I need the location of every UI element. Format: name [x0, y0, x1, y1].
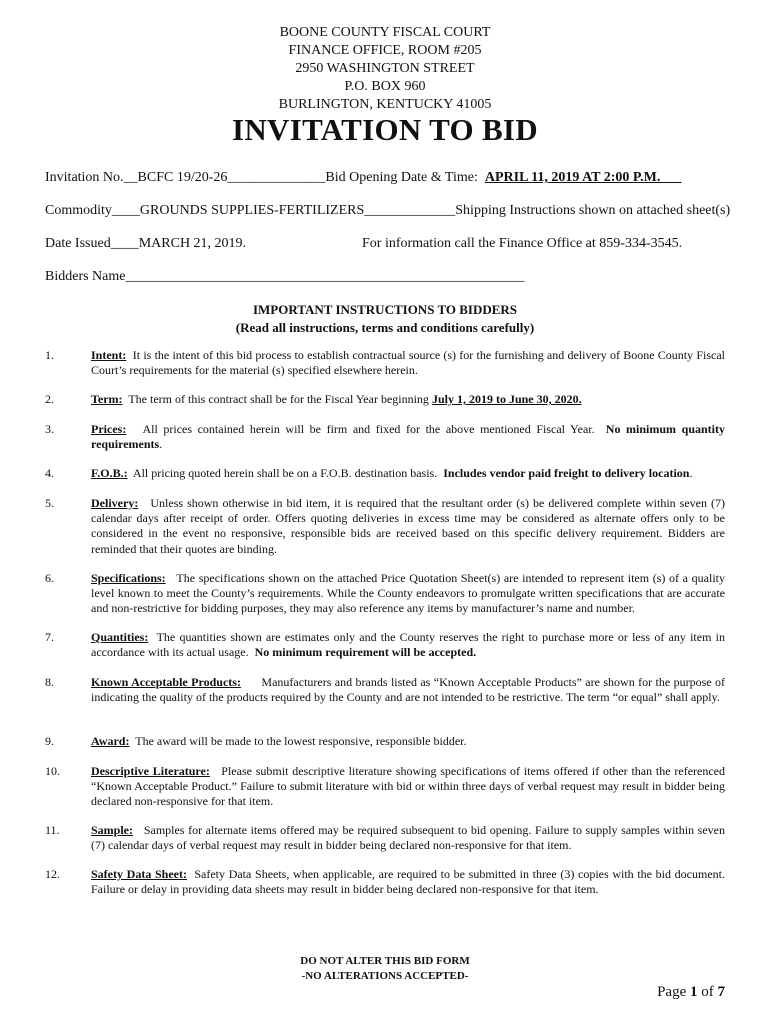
item-text: The quantities shown are estimates only and the County reserves the right to purchase more or less of any item in accordance with its actual usage.	[91, 630, 725, 660]
item-text: The specifications shown on the attached Price Quotation Sheet(s) are intended to represent item (s) of a quality level known to meet the County’s requirements. While the County endeavors to promulgate written specifications that are accurate and non-restrictive for bidding purposes, they may also reference any items by manufacturer’s name and number.	[91, 571, 725, 616]
date-issued-label: Date Issued	[45, 236, 111, 251]
item-heading: Sample:	[91, 823, 133, 837]
bidders-name-field[interactable]: _________________________________________________________	[125, 269, 525, 284]
page-of: of	[701, 984, 714, 1000]
item-text: Manufacturers and brands listed as “Known Acceptable Products” are shown for the purpose of indicating the quality of the products required by the County and are not intended to be restrictive. The term “or equal” shall apply.	[91, 675, 725, 705]
item-emphasis: July 1, 2019 to June 30, 2020.	[431, 392, 582, 406]
item-body	[91, 392, 725, 407]
item-text: All prices contained herein will be firm and fixed for the above mentioned Fiscal Year.	[142, 422, 595, 436]
item-number: 4.	[45, 466, 54, 480]
item-body	[91, 466, 725, 481]
item-heading: Specifications:	[91, 571, 166, 585]
date-issued-row	[45, 236, 246, 252]
item-text: The term of this contract shall be for the Fiscal Year beginning	[128, 392, 429, 406]
item-heading: Intent:	[91, 348, 127, 362]
instructions-subheading: (Read all instructions, terms and conditions carefully)	[235, 320, 535, 335]
info-text: For information call the Finance Office at 859-334-3545.	[362, 236, 683, 251]
item-number: 6.	[45, 571, 54, 585]
item-body	[91, 734, 725, 749]
page-title: INVITATION TO BID	[231, 112, 538, 147]
item-text: Samples for alternate items offered may be required subsequent to bid opening. Failure to supply samples within seven (7) calendar days of verbal request may result in bidder being declared non-responsive for that item.	[91, 823, 726, 853]
header-line-3: 2950 WASHINGTON STREET	[295, 61, 475, 76]
item-heading: Delivery:	[91, 496, 139, 510]
invitation-label: Invitation No.	[45, 170, 124, 185]
item-number: 9.	[45, 734, 54, 748]
item-body	[91, 867, 725, 897]
item-number: 7.	[45, 630, 54, 644]
bidders-name-row	[45, 269, 524, 285]
item-text: All pricing quoted herein shall be on a F.O.B. destination basis.	[132, 466, 438, 480]
date-issued-value: ____MARCH 21, 2019.	[110, 236, 247, 251]
item-heading: Descriptive Literature:	[91, 764, 210, 778]
item-emphasis: No minimum requirement will be accepted.	[254, 645, 477, 660]
bid-opening-label: Bid Opening Date & Time:	[325, 170, 478, 185]
item-number: 11.	[45, 823, 60, 837]
invitation-value: __BCFC 19/20-26______________	[123, 170, 326, 185]
footer-line-1: DO NOT ALTER THIS BID FORM	[300, 955, 470, 967]
item-heading: Known Acceptable Products:	[91, 675, 241, 689]
item-text: Safety Data Sheets, when applicable, are required to be submitted in three (3) copies with the bid document. Failure or delay in providing data sheets may result in bidder being declared non-responsive for that item.	[91, 867, 726, 897]
item-text: It is the intent of this bid process to establish contractual source (s) for the furnishing and delivery of Boone County Fiscal Court’s requirements for the material (s) specified elsewhere herein.	[91, 348, 726, 378]
header-line-4: P.O. BOX 960	[344, 79, 426, 94]
item-emphasis: No minimum quantity requirements	[91, 422, 725, 452]
page-total: 7	[717, 984, 725, 1000]
footer-line-2: -NO ALTERATIONS ACCEPTED-	[301, 970, 469, 982]
bid-opening-value: APRIL 11, 2019 AT 2:00 P.M.___	[484, 170, 682, 185]
header-line-5: BURLINGTON, KENTUCKY 41005	[278, 97, 492, 112]
item-number: 5.	[45, 496, 54, 510]
item-text: Please submit descriptive literature showing specifications of items offered if other than the referenced “Known Acceptable Product.” Failure to submit literature with bid or within three days of verbal request may result in bidder being declared non-responsive for that item.	[91, 764, 725, 809]
item-number: 8.	[45, 675, 54, 689]
item-body	[91, 823, 725, 853]
item-number: 12.	[45, 867, 60, 881]
item-number: 2.	[45, 392, 54, 406]
page-number	[657, 984, 725, 1001]
page-label: Page	[657, 984, 687, 1000]
commodity-label: Commodity	[45, 203, 112, 218]
header-line-1: BOONE COUNTY FISCAL COURT	[279, 25, 491, 40]
shipping-text: Shipping Instructions shown on attached sheet(s)	[455, 203, 731, 218]
item-emphasis: Includes vendor paid freight to delivery location	[443, 466, 690, 480]
item-number: 1.	[45, 348, 54, 362]
item-tail: .	[689, 466, 693, 480]
item-number: 10.	[45, 764, 60, 778]
page-current: 1	[690, 984, 698, 1000]
item-body	[91, 630, 725, 660]
item-text: Unless shown otherwise in bid item, it is required that the resultant order (s) be delivered complete within seven (7) calendar days after receipt of order. Offers quoting deliveries in excess time may be considered as alternate offers only to be considered in the event no responsive, responsible bids are received based on this specific delivery requirement. Bidders are reminded that their quotes are binding.	[91, 496, 726, 556]
item-text: The award will be made to the lowest responsive, responsible bidder.	[135, 734, 467, 748]
item-heading: Term:	[91, 392, 123, 406]
item-heading: Award:	[91, 734, 130, 748]
item-body	[91, 764, 725, 810]
commodity-row	[45, 203, 730, 219]
item-number: 3.	[45, 422, 54, 436]
item-body	[91, 422, 725, 452]
item-tail: .	[159, 437, 163, 452]
invitation-row	[45, 170, 681, 186]
item-heading: Safety Data Sheet:	[91, 867, 187, 881]
item-heading: Quantities:	[91, 630, 149, 644]
item-heading: F.O.B.:	[91, 466, 128, 480]
item-heading: Prices:	[91, 422, 127, 436]
item-body	[91, 675, 725, 705]
item-body	[91, 348, 725, 378]
item-body	[91, 571, 725, 617]
instructions-heading: IMPORTANT INSTRUCTIONS TO BIDDERS	[252, 302, 518, 317]
commodity-value: ____GROUNDS SUPPLIES-FERTILIZERS_____________	[111, 203, 456, 218]
bidders-name-label: Bidders Name	[45, 269, 126, 284]
item-body	[91, 496, 725, 557]
header-line-2: FINANCE OFFICE, ROOM #205	[288, 43, 482, 58]
